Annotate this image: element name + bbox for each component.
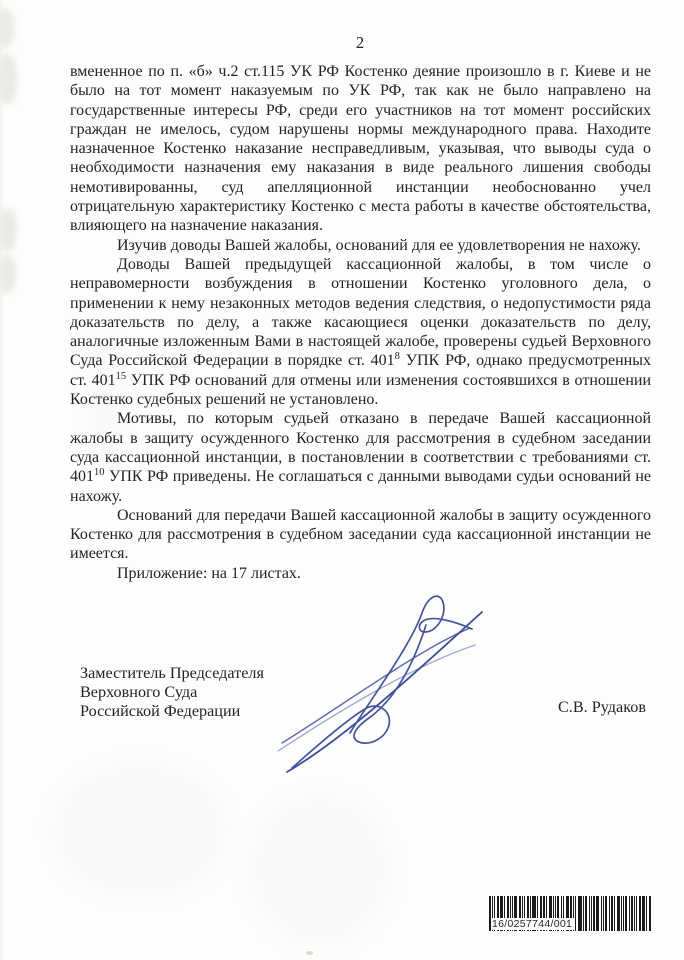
barcode-label: 16/0257744/001 (491, 918, 575, 930)
signer-position-line: Верховного Суда (80, 682, 198, 701)
handwritten-signature (258, 585, 493, 785)
paragraph-final-conclusion: Оснований для передачи Вашей кассационной жалобы в защиту осужденного Костенко для рассмотрения в судебном заседании суда кассационной инстанции не имеется. (70, 506, 651, 563)
scan-artifact (55, 765, 225, 895)
scan-artifact (0, 209, 17, 251)
paragraph-review-result: Изучив доводы Вашей жалобы, оснований для ее удовлетворения не нахожу. (117, 236, 641, 254)
paragraph-motives: Мотивы, по которым судьей отказано в передаче Вашей кассационной жалобы в защиту осужденного Костенко для рассмотрения в судебном заседании суда кассационной инстанции, в постановлении в соответствии с требованиями ст. $401^{10}$ УПК РФ приведены. Не соглашаться с данными выводами судьи оснований не нахожу. (70, 410, 651, 505)
barcode (489, 896, 656, 931)
scan-artifact (0, 255, 16, 293)
signer-position-line: Российской Федерации (80, 701, 241, 720)
signer-position (80, 664, 264, 720)
scan-artifact (0, 54, 17, 104)
attachment-note: Приложение: на 17 листах. (117, 564, 301, 582)
signer-position-line: Заместитель Председателя (80, 664, 264, 682)
scan-artifact (0, 8, 14, 48)
paragraph-continuation: вмененное по п. «б» ч.2 ст.115 УК РФ Костенко деяние произошло в г. Киеве и не было на тот момент наказуемым по УК РФ, так как не было направлено на государственные интересы РФ, среди его участников на тот момент российских граждан не имелось, судом нарушены нормы международного права. Находите назначенное Костенко наказание несправедливым, указывая, что выводы суда о необходимости назначения ему наказания в виде реального лишения свободы немотивированны, суд апелляционной инстанции необоснованно учел отрицательную характеристику Костенко с места работы в качестве обстоятельства, влияющего на назначение наказания. (70, 63, 651, 235)
paragraph-previous-appeal: Доводы Вашей предыдущей кассационной жалобы, в том числе о неправомерности возбуждения в отношении Костенко уголовного дела, о применении к нему незаконных методов ведения следствия, о недопустимости ряда доказательств по делу, а также касающиеся оценки доказательств по делу, аналогичные изложенным Вами в настоящей жалобе, проверены судьей Верховного Суда Российской Федерации в порядке ст. $401^8$ УПК РФ, однако предусмотренных ст. $401^{15}$ УПК РФ оснований для отмены или изменения состоявшихся в отношении Костенко судебных решений не установлено. (70, 255, 652, 409)
signer-name: С.В. Рудаков (557, 698, 646, 716)
document-body (70, 62, 651, 583)
scan-artifact (306, 951, 313, 955)
page-number: 2 (355, 33, 365, 52)
scan-artifact (250, 795, 390, 945)
